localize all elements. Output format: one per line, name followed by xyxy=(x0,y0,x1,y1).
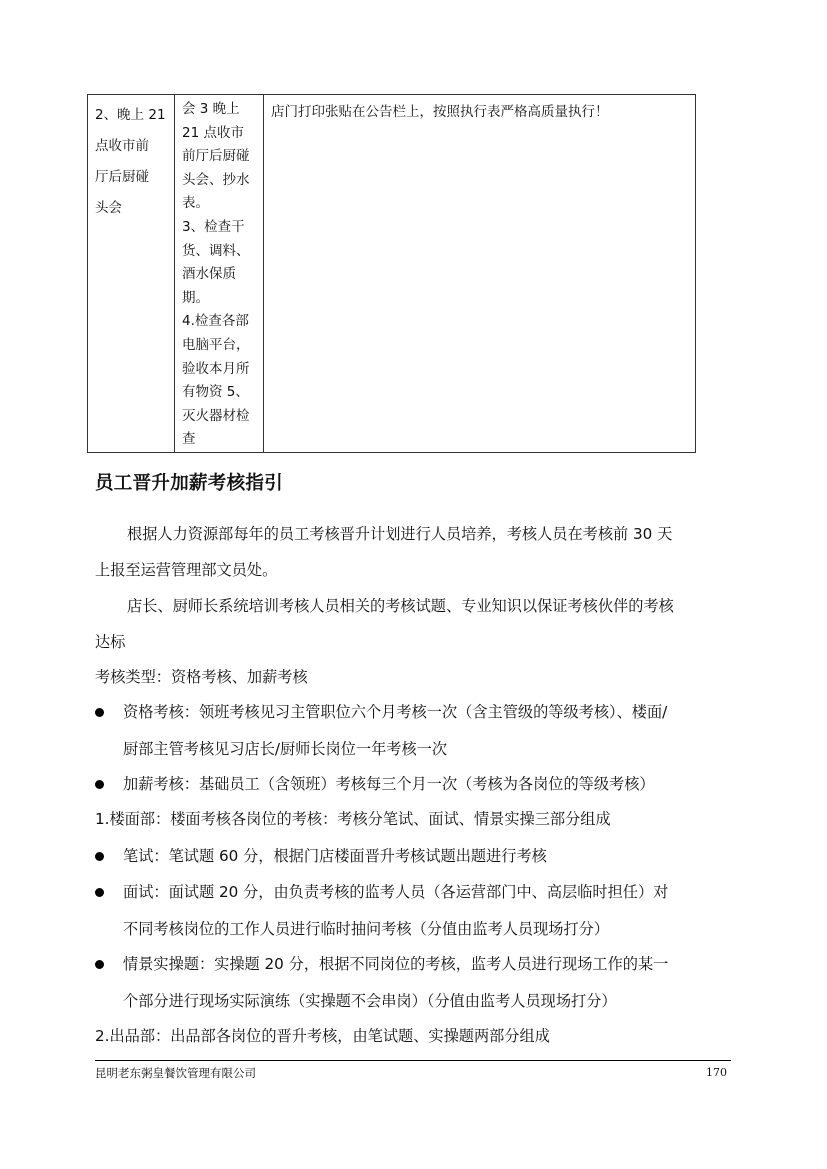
section-title: 员工晋升加薪考核指引 xyxy=(95,473,284,494)
cell-line: 表。 xyxy=(182,195,209,212)
cell-line: 有物资 5、 xyxy=(182,384,249,401)
list-item-line: 笔试：笔试题 60 分，根据门店楼面晋升考核试题出题进行考核 xyxy=(123,847,547,865)
list-item-line: 面试：面试题 20 分，由负责考核的监考人员（各运营部门中、高层临时担任）对 xyxy=(123,883,669,901)
list-item xyxy=(95,838,735,875)
cell-line: 头会、抄水 xyxy=(182,171,250,188)
cell-line: 厅后厨碰 xyxy=(95,169,149,185)
cell-line: 点收市前 xyxy=(95,138,149,154)
list-item xyxy=(95,694,735,767)
bullet-icon xyxy=(95,852,104,861)
table-row xyxy=(88,95,696,453)
list-item xyxy=(95,946,735,1019)
cell-line: 2、晚上 21 xyxy=(95,107,166,123)
cell-line: 4.检查各部 xyxy=(182,313,249,330)
assessment-types: 考核类型：资格考核、加薪考核 xyxy=(95,668,308,686)
list-item-line: 个部分进行现场实际演练（实操题不会串岗）（分值由监考人员现场打分） xyxy=(123,991,617,1010)
bullet-icon xyxy=(95,888,104,897)
paragraph-line: 上报至运营管理部文员处。 xyxy=(95,561,278,579)
list-item-line: 厨部主管考核见习店长/厨师长岗位一年考核一次 xyxy=(123,739,448,758)
cell-line: 21 点收市 xyxy=(182,124,244,141)
cell-line: 会 3 晚上 xyxy=(182,101,240,117)
cell-line: 电脑平台， xyxy=(182,336,250,353)
footer-divider xyxy=(95,1060,731,1061)
cell-line: 验收本月所 xyxy=(182,360,250,377)
page-number: 170 xyxy=(706,1066,727,1079)
list-item xyxy=(95,766,735,803)
table-cell-time xyxy=(88,95,175,453)
kitchen-dept-heading: 2.出品部：出品部各岗位的晋升考核，由笔试题、实操题两部分组成 xyxy=(95,1027,550,1045)
bullet-icon xyxy=(95,960,104,969)
paragraph-line: 根据人力资源部每年的员工考核晋升计划进行人员培养，考核人员在考核前 30 天 xyxy=(127,525,673,543)
cell-line: 3、检查干 xyxy=(182,218,245,235)
floor-dept-heading: 1.楼面部：楼面考核各岗位的考核：考核分笔试、面试、情景实操三部分组成 xyxy=(95,810,611,828)
cell-line: 查 xyxy=(182,431,196,448)
list-item-line: 资格考核：领班考核见习主管职位六个月考核一次（含主管级的等级考核）、楼面/ xyxy=(123,703,668,721)
cell-line: 前厅后厨碰 xyxy=(182,148,250,165)
cell-line: 酒水保质 xyxy=(182,266,236,283)
list-item-line: 情景实操题：实操题 20 分，根据不同岗位的考核，监考人员进行现场工作的某一 xyxy=(123,955,669,973)
bullet-icon xyxy=(95,780,104,789)
cell-line: 灭火器材检 xyxy=(182,407,250,424)
paragraph-line: 店长、厨师长系统培训考核人员相关的考核试题、专业知识以保证考核伙伴的考核 xyxy=(127,597,674,615)
cell-text: 店门打印张贴在公告栏上，按照执行表严格高质量执行！ xyxy=(271,104,609,120)
paragraph-line: 达标 xyxy=(95,633,126,651)
list-item xyxy=(95,874,735,947)
cell-line: 期。 xyxy=(182,289,209,306)
table-cell-tasks xyxy=(175,95,264,453)
cell-line: 头会 xyxy=(95,200,122,216)
table-cell-notes xyxy=(264,95,696,453)
continued-table xyxy=(87,94,696,453)
list-item-line: 加薪考核：基础员工（含领班）考核每三个月一次（考核为各岗位的等级考核） xyxy=(123,775,655,793)
cell-line: 货、调料、 xyxy=(182,242,250,259)
list-item-line: 不同考核岗位的工作人员进行临时抽问考核（分值由监考人员现场打分） xyxy=(123,919,609,938)
footer-company: 昆明老东粥皇餐饮管理有限公司 xyxy=(95,1066,256,1080)
bullet-icon xyxy=(95,708,104,717)
